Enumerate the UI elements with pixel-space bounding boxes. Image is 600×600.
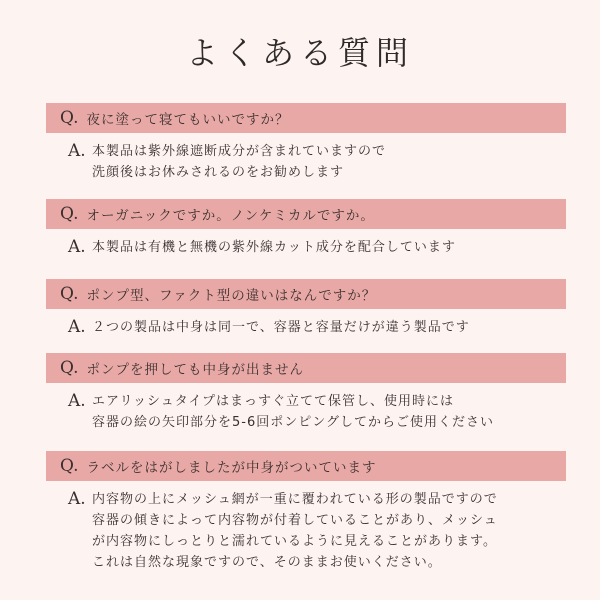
- answer-mark: A.: [68, 237, 86, 257]
- answer-line: 洗顔後はお休みされるのをお勧めします: [92, 165, 345, 180]
- question-text: オーガニックですか。ノンケミカルですか。: [86, 208, 375, 224]
- question-mark: Q.: [60, 108, 79, 128]
- question-bar[interactable]: [46, 199, 566, 229]
- question-mark: Q.: [60, 456, 79, 476]
- question-mark: Q.: [60, 284, 79, 304]
- question-bar[interactable]: [46, 279, 566, 309]
- answer-mark: A.: [68, 141, 86, 161]
- answer-line: 容器の絵の矢印部分を5-6回ポンピングしてからご使用ください: [92, 415, 494, 430]
- answer-line: が内容物にしっとりと濡れているように見えることがあります。: [92, 534, 497, 549]
- answer-block: [46, 317, 566, 338]
- answer-line: 内容物の上にメッシュ網が一重に覆われている形の製品ですので: [92, 492, 498, 507]
- answer-mark: A.: [68, 489, 86, 509]
- faq-item: [46, 353, 566, 433]
- answer-text: [92, 141, 386, 183]
- question-bar[interactable]: [46, 103, 566, 133]
- answer-block: [46, 391, 566, 433]
- answer-line: エアリッシュタイプはまっすぐ立てて保管し、使用時には: [92, 394, 455, 409]
- answer-text: [92, 391, 494, 433]
- answer-mark: A.: [68, 317, 86, 337]
- answer-block: [46, 141, 566, 183]
- question-text: ポンプを押しても中身が出ません: [86, 362, 304, 378]
- answer-block: [46, 237, 566, 258]
- faq-item: [46, 451, 566, 573]
- answer-line: 容器の傾きによって内容物が付着していることがあり、メッシュ: [92, 513, 498, 528]
- answer-block: [46, 489, 566, 573]
- answer-line: 本製品は有機と無機の紫外線カット成分を配合しています: [92, 240, 456, 255]
- answer-line: 本製品は紫外線遮断成分が含まれていますので: [92, 144, 387, 159]
- faq-item: [46, 279, 566, 338]
- page-title: よくある質問: [185, 34, 414, 72]
- faq-item: [46, 103, 566, 183]
- answer-text: [92, 489, 498, 573]
- answer-mark: A.: [68, 391, 86, 411]
- answer-line: ２つの製品は中身は同一で、容器と容量だけが違う製品です: [92, 320, 470, 335]
- question-mark: Q.: [60, 358, 79, 378]
- answer-text: [92, 237, 456, 258]
- question-text: ポンプ型、ファクト型の違いはなんですか？: [86, 288, 377, 304]
- question-bar[interactable]: [46, 451, 566, 481]
- question-text: 夜に塗って寝てもいいですか？: [86, 112, 290, 128]
- question-bar[interactable]: [46, 353, 566, 383]
- faq-item: [46, 199, 566, 258]
- answer-line: これは自然な現象ですので、そのままお使いください。: [92, 555, 442, 570]
- question-mark: Q.: [60, 204, 79, 224]
- question-text: ラベルをはがしましたが中身がついています: [86, 460, 377, 476]
- answer-text: [92, 317, 470, 338]
